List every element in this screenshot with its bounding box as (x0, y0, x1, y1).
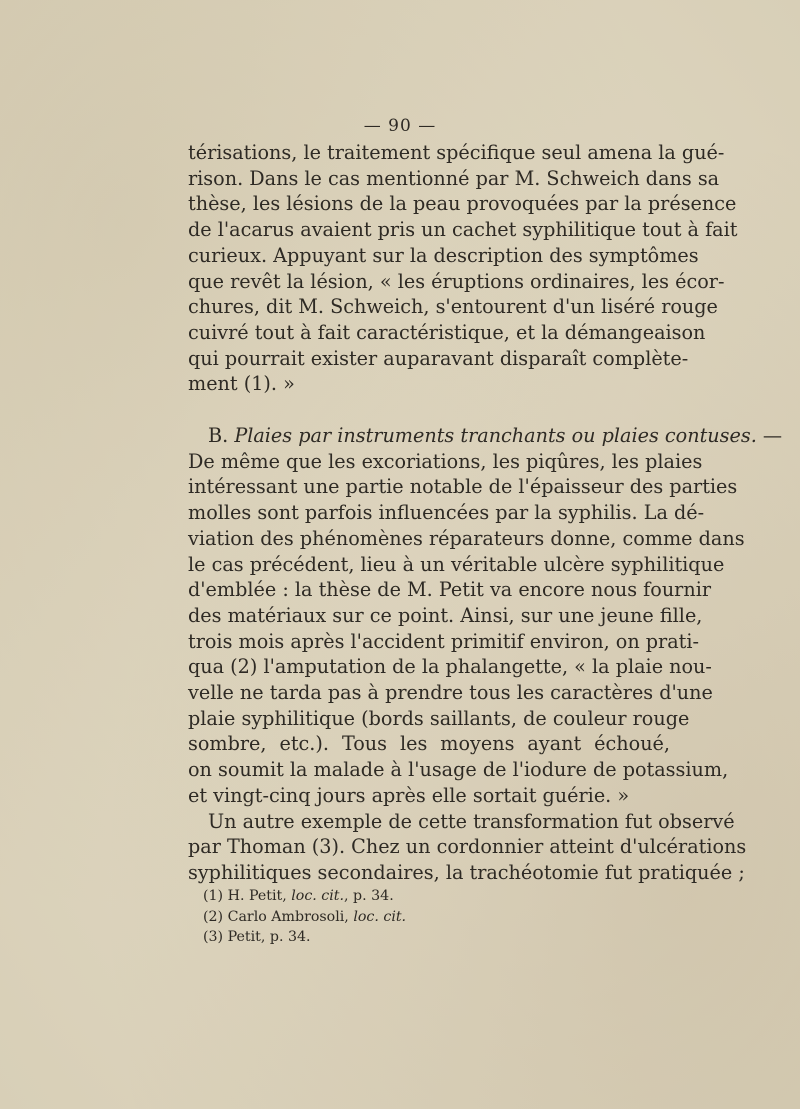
text-line: rison. Dans le cas mentionné par M. Schweich dans sa (188, 166, 720, 190)
footnote-author: Carlo Ambrosoli, (227, 908, 354, 925)
body-text (188, 140, 783, 886)
section-dash: — (756, 424, 783, 448)
footnote-author: H. Petit, (227, 888, 292, 904)
footnote-2 (203, 907, 643, 928)
text-line: velle ne tarda pas à prendre tous les caractères d'une (188, 681, 713, 705)
paragraph-spacer (188, 397, 670, 423)
paragraph-3 (188, 809, 747, 886)
text-line: De même que les excoriations, les piqûres, les plaies (188, 449, 703, 473)
text-line: chures, dit M. Schweich, s'entourent d'un liséré rouge (188, 295, 718, 319)
text-line: et vingt-cinq jours après elle sortait guérie. » (188, 783, 630, 807)
text-line: sombre, etc.). Tous les moyens ayant échoué, (188, 732, 670, 756)
text-line: trois mois après l'accident primitif environ, on prati- (188, 629, 699, 653)
text-line: d'emblée : la thèse de M. Petit va encore nous fournir (188, 578, 712, 602)
text-line: on soumit la malade à l'usage de l'iodure de potassium, (188, 758, 729, 782)
text-line: molles sont parfois influencées par la syphilis. La dé- (188, 501, 705, 525)
footnote-author: Petit, p. 34. (227, 929, 311, 945)
text-line: ment (1). » (188, 372, 295, 396)
section-heading-line (188, 423, 783, 449)
text-line: qua (2) l'amputation de la phalangette, « la plaie nou- (188, 655, 712, 679)
footnote-3 (203, 927, 643, 948)
text-line: des matériaux sur ce point. Ainsi, sur une jeune fille, (188, 603, 703, 627)
text-line: térisations, le traitement spécifique seul amena la gué- (188, 141, 725, 164)
footnote-number: (3) (203, 929, 228, 945)
paragraph-1 (188, 140, 738, 397)
footnote-number: (2) (203, 908, 228, 925)
section-heading: Plaies par instruments tranchants ou plaies contuses. (234, 424, 757, 448)
text-line: viation des phénomènes réparateurs donne, comme dans (188, 526, 745, 550)
footnote-page: , p. 34. (344, 888, 394, 904)
footnote-ref: loc. cit. (291, 888, 345, 904)
text-line: qui pourrait exister auparavant disparaît complète- (188, 346, 689, 370)
text-line: syphilitiques secondaires, la trachéotomie fut pratiquée ; (188, 860, 745, 884)
text-line: de l'acarus avaient pris un cachet syphilitique tout à fait (188, 218, 738, 242)
text-line: le cas précédent, lieu à un véritable ulcère syphilitique (188, 552, 725, 576)
text-line: par Thoman (3). Chez un cordonnier atteint d'ulcérations (188, 835, 747, 859)
footnote-1 (203, 886, 643, 907)
text-line: curieux. Appuyant sur la description des symptômes (188, 243, 699, 267)
text-line: Un autre exemple de cette transformation fut observé (208, 809, 735, 833)
footnotes (203, 886, 643, 948)
section-label: B. (208, 424, 235, 448)
paragraph-2 (188, 423, 783, 809)
footnote-ref: loc. cit. (353, 908, 407, 925)
text-line: intéressant une partie notable de l'épaisseur des parties (188, 475, 738, 499)
text-line: que revêt la lésion, « les éruptions ordinaires, les écor- (188, 269, 725, 293)
text-line: plaie syphilitique (bords saillants, de couleur rouge (188, 706, 690, 730)
page-number: — 90 — (363, 116, 437, 136)
text-line: cuivré tout à fait caractéristique, et la démangeaison (188, 320, 706, 344)
footnote-number: (1) (203, 888, 228, 904)
text-line: thèse, les lésions de la peau provoquées par la présence (188, 192, 737, 216)
